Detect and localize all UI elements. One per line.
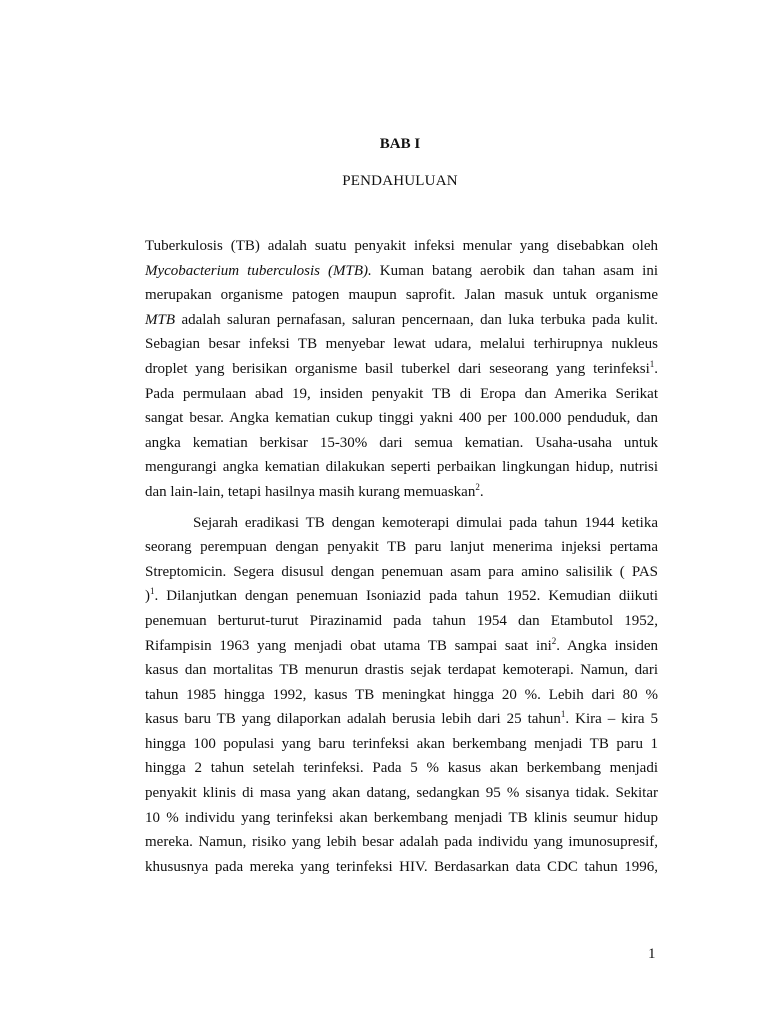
text-line: khususnya pada mereka yang terinfeksi HIV. Berdasarkan data CDC tahun 1996, — [145, 858, 658, 875]
text-line: seorang perempuan dengan penyakit TB paru lanjut menerima injeksi pertama — [145, 539, 658, 556]
italic-text: Mycobacterium tuberculosis (MTB). — [145, 262, 372, 279]
text-line: 10 % individu yang terinfeksi akan berkembang menjadi TB klinis seumur hidup — [145, 809, 658, 826]
text-span: Kuman batang aerobik dan tahan asam ini — [371, 262, 658, 279]
text-line: Sejarah eradikasi TB dengan kemoterapi dimulai pada tahun 1944 ketika — [193, 514, 658, 531]
text-line: Tuberkulosis (TB) adalah suatu penyakit infeksi menular yang disebabkan oleh — [145, 238, 658, 254]
text-span: . — [479, 483, 484, 500]
text-line: Sebagian besar infeksi TB menyebar lewat udara, melalui terhirupnya nukleus — [145, 336, 658, 353]
chapter-title: PENDAHULUAN — [342, 173, 458, 189]
text-span: droplet yang berisikan organisme basil tuberkel dari seseorang yang terinfeksi — [145, 360, 650, 377]
text-span: adalah saluran pernafasan, saluran pencernaan, dan luka terbuka pada kulit. — [175, 311, 658, 328]
text-span: . Kira – kira 5 — [565, 711, 658, 728]
text-line: penemuan berturut-turut Pirazinamid pada tahun 1954 dan Etambutol 1952, — [145, 612, 658, 629]
text-line — [145, 634, 658, 659]
page-number: 1 — [648, 946, 656, 962]
text-span: ) — [145, 588, 150, 605]
text-span: . Angka insiden — [556, 637, 658, 654]
text-span: . Dilanjutkan dengan penemuan Isoniazid pada tahun 1952. Kemudian diikuti — [154, 588, 658, 605]
text-line: merupakan organisme patogen maupun saprofit. Jalan masuk untuk organisme — [145, 287, 658, 304]
text-line: penyakit klinis di masa yang akan datang, sedangkan 95 % sisanya tidak. Sekitar — [145, 785, 658, 802]
text-line — [145, 480, 658, 505]
text-line — [145, 259, 658, 284]
paragraph-2 — [145, 511, 658, 880]
citation-marker: 1 — [649, 358, 655, 369]
citation-marker: 2 — [551, 635, 557, 646]
citation-marker: 1 — [560, 709, 566, 720]
citation-marker: 1 — [150, 586, 155, 597]
text-line: hingga 100 populasi yang baru terinfeksi akan berkembang menjadi TB paru 1 — [145, 735, 658, 752]
text-line — [145, 357, 658, 382]
text-span: . — [654, 360, 658, 377]
text-line: sangat besar. Angka kematian cukup tinggi yakni 400 per 100.000 penduduk, dan — [145, 410, 658, 427]
text-line: Pada permulaan abad 19, insiden penyakit TB di Eropa dan Amerika Serikat — [145, 385, 658, 402]
citation-marker: 2 — [475, 481, 480, 492]
paragraph-1 — [145, 234, 658, 505]
italic-text: MTB — [145, 311, 175, 328]
text-line: tahun 1985 hingga 1992, kasus TB meningkat hingga 20 %. Lebih dari 80 % — [145, 686, 658, 703]
chapter-heading: BAB I — [379, 136, 421, 152]
text-span: dan lain-lain, tetapi hasilnya masih kurang memuaskan — [145, 483, 476, 500]
text-line: angka kematian berkisar 15-30% dari semua kematian. Usaha-usaha untuk — [145, 434, 658, 451]
text-line — [145, 584, 658, 609]
text-span: kasus baru TB yang dilaporkan adalah berusia lebih dari 25 tahun — [145, 711, 561, 728]
text-line: Streptomicin. Segera disusul dengan penemuan asam para amino salisilik ( PAS — [145, 563, 658, 580]
body-text — [145, 234, 658, 879]
text-line: kasus dan mortalitas TB menurun drastis sejak terdapat kemoterapi. Namun, dari — [145, 662, 658, 679]
text-line: mereka. Namun, risiko yang lebih besar adalah pada individu yang imunosupresif, — [145, 834, 658, 851]
text-line: hingga 2 tahun setelah terinfeksi. Pada 5 % kasus akan berkembang menjadi — [145, 760, 658, 777]
text-line — [145, 707, 658, 732]
text-span: Rifampisin 1963 yang menjadi obat utama TB sampai saat ini — [145, 637, 552, 654]
text-line: mengurangi angka kematian dilakukan seperti perbaikan lingkungan hidup, nutrisi — [145, 459, 658, 476]
text-line — [145, 308, 658, 333]
